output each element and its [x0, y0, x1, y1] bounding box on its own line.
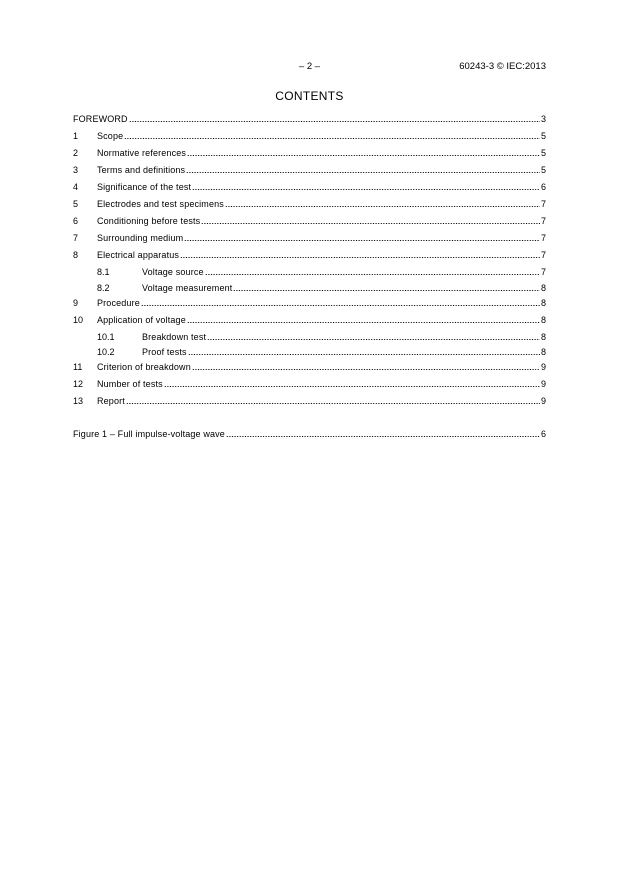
toc-entry-page: 7	[540, 267, 546, 277]
toc-entry-label: Breakdown test	[142, 332, 207, 342]
toc-entry-label: Application of voltage	[97, 315, 186, 325]
toc-entry-number: 9	[73, 298, 79, 308]
toc-entry-page: 9	[540, 362, 546, 372]
toc-entry-procedure[interactable]	[73, 297, 546, 309]
dot-leader	[192, 188, 540, 191]
toc-entry-number: 10	[73, 315, 84, 325]
toc-entry-number: 2	[73, 148, 79, 158]
dot-leader	[126, 402, 540, 405]
toc-entry-page: 9	[540, 396, 546, 406]
toc-entry-label: FOREWORD	[73, 114, 128, 124]
toc-entry-number: 12	[73, 379, 84, 389]
page-number: – 2 –	[298, 61, 321, 72]
toc-entry-proof-tests[interactable]	[73, 346, 546, 358]
toc-entry-electrical-apparatus[interactable]	[73, 249, 546, 261]
toc-entry-breakdown-test[interactable]	[73, 331, 546, 343]
toc-entry-page: 7	[540, 199, 546, 209]
dot-leader	[233, 289, 540, 292]
toc-entry-criterion-of-breakdown[interactable]	[73, 361, 546, 373]
toc-entry-label: Terms and definitions	[97, 165, 186, 175]
toc-entry-page: 7	[540, 216, 546, 226]
figure-entry-page: 6	[540, 429, 546, 439]
toc-entry-number: 1	[73, 131, 79, 141]
toc-entry-page: 6	[540, 182, 546, 192]
toc-entry-report[interactable]	[73, 395, 546, 407]
toc-entry-number: 8	[73, 250, 79, 260]
toc-entry-label: Normative references	[97, 148, 187, 158]
toc-entry-label: Electrodes and test specimens	[97, 199, 224, 209]
toc-entry-surrounding-medium[interactable]	[73, 232, 546, 244]
toc-entry-label: Significance of the test	[97, 182, 192, 192]
toc-entry-page: 5	[540, 148, 546, 158]
dot-leader	[187, 154, 540, 157]
toc-entry-voltage-measurement[interactable]	[73, 282, 546, 294]
figure-entry-label: Figure 1 – Full impulse-voltage wave	[73, 429, 225, 439]
contents-title: CONTENTS	[275, 89, 344, 103]
toc-entry-number: 10.2	[97, 347, 115, 357]
toc-entry-conditioning-before-tests[interactable]	[73, 215, 546, 227]
toc-entry-page: 5	[540, 131, 546, 141]
toc-entry-page: 3	[540, 114, 546, 124]
toc-entry-page: 8	[540, 298, 546, 308]
toc-entry-number: 3	[73, 165, 79, 175]
toc-entry-number: 6	[73, 216, 79, 226]
dot-leader	[180, 256, 540, 259]
toc-entry-application-of-voltage[interactable]	[73, 314, 546, 326]
toc-entry-label: Voltage source	[142, 267, 204, 277]
toc-entry-label: Conditioning before tests	[97, 216, 201, 226]
toc-entry-figure-1[interactable]	[73, 428, 546, 440]
toc-entry-number: 5	[73, 199, 79, 209]
toc-entry-label: Criterion of breakdown	[97, 362, 191, 372]
toc-entry-number: 4	[73, 182, 79, 192]
toc-entry-number: 13	[73, 396, 84, 406]
toc-entry-foreword[interactable]	[73, 113, 546, 125]
dot-leader	[187, 321, 540, 324]
toc-entry-page: 5	[540, 165, 546, 175]
dot-leader	[188, 353, 540, 356]
toc-entry-terms-and-definitions[interactable]	[73, 164, 546, 176]
toc-entry-label: Surrounding medium	[97, 233, 184, 243]
toc-entry-label: Number of tests	[97, 379, 163, 389]
dot-leader	[164, 385, 540, 388]
toc-entry-number: 8.1	[97, 267, 110, 277]
dot-leader	[129, 120, 540, 123]
toc-entry-label: Electrical apparatus	[97, 250, 180, 260]
toc-entry-number: 10.1	[97, 332, 115, 342]
toc-entry-number: 7	[73, 233, 79, 243]
toc-entry-number-of-tests[interactable]	[73, 378, 546, 390]
toc-entry-page: 8	[540, 347, 546, 357]
toc-entry-electrodes-and-test-specimens[interactable]	[73, 198, 546, 210]
dot-leader	[205, 273, 540, 276]
toc-entry-page: 7	[540, 233, 546, 243]
toc-entry-number: 8.2	[97, 283, 110, 293]
document-id: 60243-3 © IEC:2013	[459, 61, 546, 72]
toc-entry-scope[interactable]	[73, 130, 546, 142]
toc-entry-label: Procedure	[97, 298, 140, 308]
dot-leader	[124, 137, 540, 140]
toc-entry-voltage-source[interactable]	[73, 266, 546, 278]
toc-entry-page: 7	[540, 250, 546, 260]
dot-leader	[207, 338, 540, 341]
dot-leader	[201, 222, 540, 225]
dot-leader	[226, 435, 540, 438]
toc-entry-page: 8	[540, 283, 546, 293]
toc-entry-label: Report	[97, 396, 125, 406]
dot-leader	[186, 171, 540, 174]
dot-leader	[141, 304, 540, 307]
toc-entry-normative-references[interactable]	[73, 147, 546, 159]
toc-entry-page: 8	[540, 315, 546, 325]
dot-leader	[184, 239, 540, 242]
page-header	[73, 61, 546, 73]
toc-entry-number: 11	[73, 362, 83, 372]
toc-entry-label: Voltage measurement	[142, 283, 233, 293]
toc-entry-label: Proof tests	[142, 347, 187, 357]
toc-entry-significance-of-the-test[interactable]	[73, 181, 546, 193]
dot-leader	[225, 205, 540, 208]
toc-entry-label: Scope	[97, 131, 124, 141]
dot-leader	[192, 368, 540, 371]
toc-entry-page: 9	[540, 379, 546, 389]
toc-entry-page: 8	[540, 332, 546, 342]
